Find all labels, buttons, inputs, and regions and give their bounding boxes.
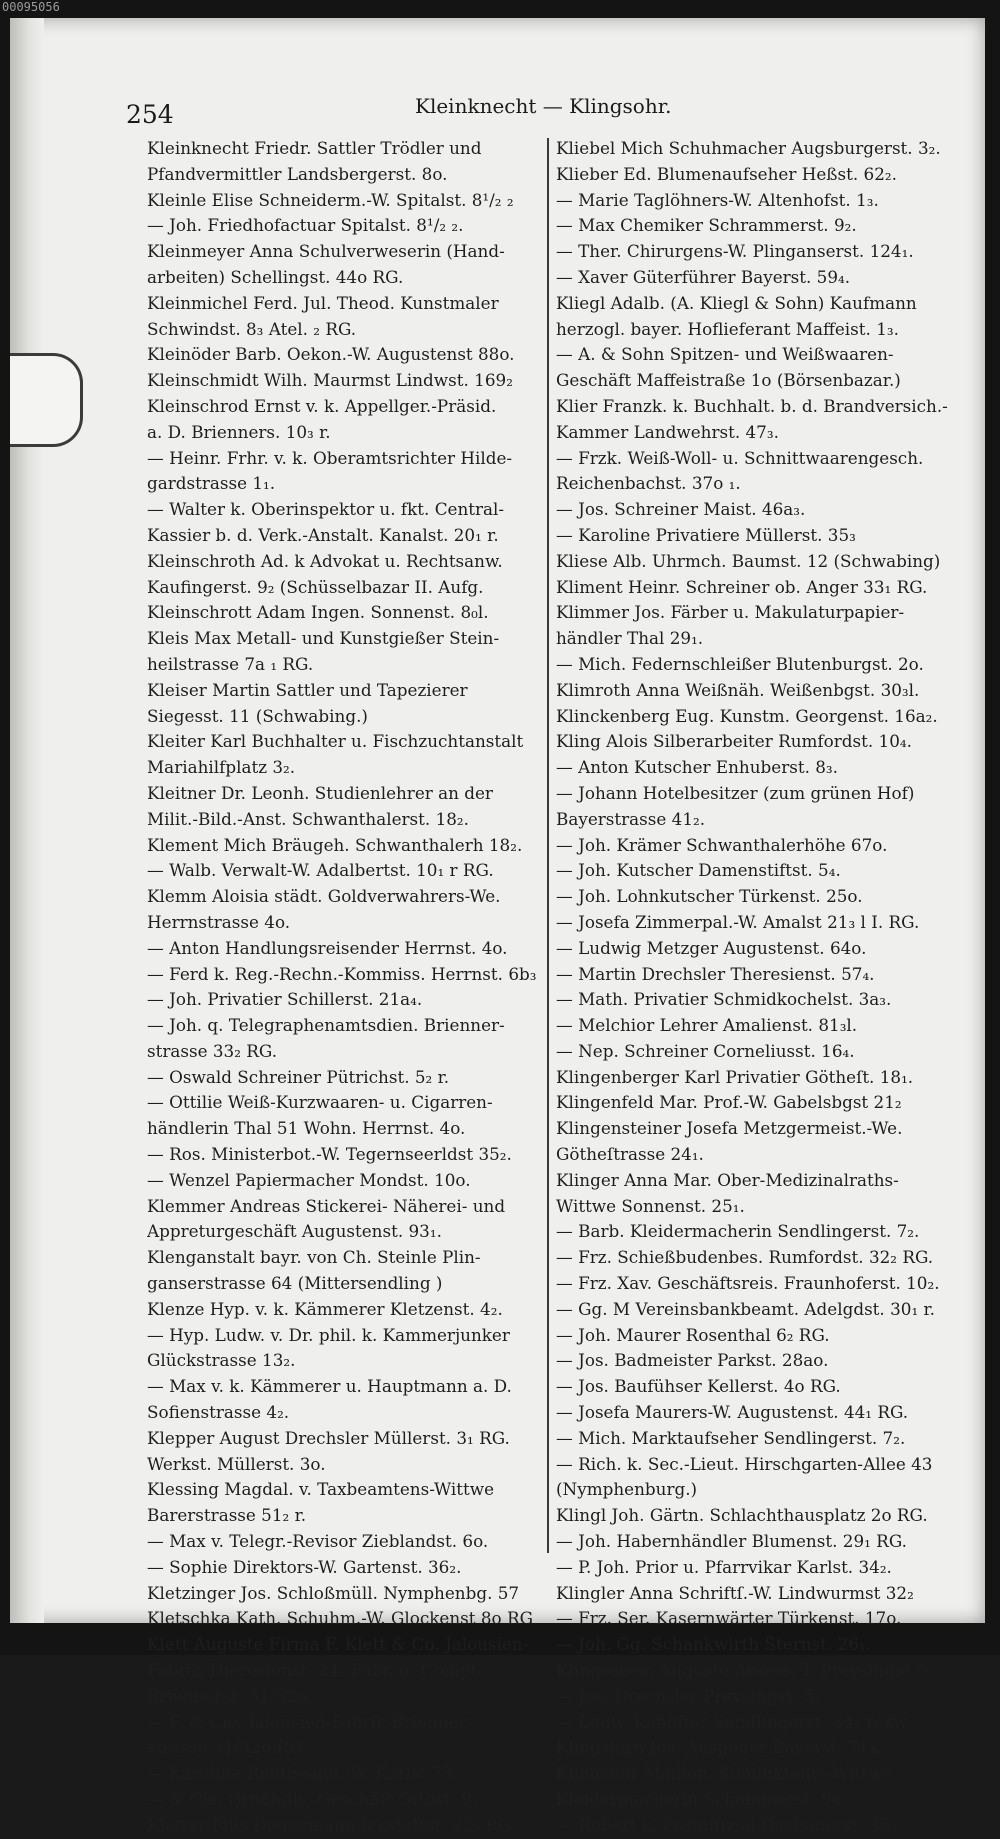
directory-line: — Gg. M Vereinsbankbeamt. Adelgdst. 30₁ r. — [556, 1298, 936, 1319]
directory-line: — Jos. Badmeister Parkst. 28ao. — [556, 1350, 829, 1371]
directory-line: Siegesst. 11 (Schwabing.) — [147, 705, 368, 726]
directory-line: — Joh. Lohnkutscher Türkenst. 25o. — [556, 886, 863, 907]
directory-line: arbeiten) Schellingst. 44o RG. — [147, 266, 404, 287]
directory-line: — Max v. Telegr.-Revisor Zieblandst. 6o. — [147, 1531, 489, 1552]
directory-line: Kletzinger Jos. Schloßmüll. Nymphenbg. 57 — [147, 1582, 520, 1603]
directory-line: Kliegl Adalb. (A. Kliegl & Sohn) Kaufmann — [556, 292, 917, 313]
directory-line: Barerstrasse 51₂ r. — [147, 1505, 307, 1526]
directory-line: Kletter Pius Dienstmann Ickstattst. 22₃ RG. — [147, 1814, 517, 1835]
directory-line: Bayerstrasse 41₂. — [556, 808, 706, 829]
directory-line: Kliment Heinr. Schreiner ob. Anger 33₁ RG. — [556, 576, 928, 597]
directory-line: Klett Auguste Firma F. Klett & Co. Jalousien- — [147, 1634, 529, 1655]
directory-line: Kleinschroth Ad. k Advokat u. Rechtsanw. — [147, 550, 503, 571]
directory-line: — Joh. Krämer Schwanthalerhöhe 67o. — [556, 834, 888, 855]
directory-line: Glückstrasse 13₂. — [147, 1350, 296, 1371]
directory-line: Fabrik Theresienst. 24₃ Fabr. u. Compt. — [147, 1660, 483, 1681]
directory-line: — Math. Privatier Schmidkochelst. 3a₃. — [556, 989, 892, 1010]
page-number: 254 — [126, 100, 174, 129]
running-head: Kleinknecht — Klingsohr. — [415, 94, 672, 118]
directory-line: Klinger Anna Mar. Ober-Medizinalraths- — [556, 1169, 899, 1190]
directory-line: — Jos. Schreiner Maist. 46a₃. — [556, 499, 806, 520]
directory-line: — Sophie Direktors-W. Gartenst. 36₂. — [147, 1556, 462, 1577]
column-divider — [547, 138, 549, 1553]
directory-line: — Ludwig Metzger Augustenst. 64o. — [556, 937, 867, 958]
directory-line: — Josefa Maurers-W. Augustenst. 44₁ RG. — [556, 1402, 909, 1423]
directory-line: Kleiter Karl Buchhalter u. Fischzuchtanstalt — [147, 731, 524, 752]
directory-line: — Ottilie Weiß-Kurzwaaren- u. Cigarren- — [147, 1092, 493, 1113]
directory-line: Kleiser Martin Sattler und Tapezierer — [147, 679, 468, 700]
directory-line: Klingseisen Auguste Assess.-T. Preysingst 5₂ — [556, 1660, 934, 1681]
directory-line: strasse 31/32o RG. — [147, 1737, 308, 1758]
directory-line: herzogl. bayer. Hoflieferant Maffeist. 1₃. — [556, 318, 899, 339]
directory-line: — Jos. Baufühser Kellerst. 4o RG. — [556, 1376, 841, 1397]
directory-line: Götheſtrasse 24₁. — [556, 1144, 704, 1165]
directory-line: — Joh. Kutscher Damenstiftst. 5₄. — [556, 860, 841, 881]
directory-line: — Walb. Verwalt-W. Adalbertst. 10₁ r RG. — [147, 860, 494, 881]
directory-line: — F. & Cie. Jalousien-Fabrik Brienner- — [147, 1711, 473, 1732]
directory-line: — Oswald Schreiner Pütrichst. 5₂ r. — [147, 1066, 450, 1087]
directory-line: — Joh. Maurer Rosenthal 6₂ RG. — [556, 1324, 830, 1345]
left-column — [147, 136, 547, 1839]
directory-line: Kammer Landwehrst. 47₃. — [556, 421, 779, 442]
directory-line: Kletschka Kath. Schuhm.-W. Glockenst 8o RG — [147, 1608, 533, 1629]
directory-line: — Karoline Privatiere Müllerst. 35₃ — [556, 524, 856, 545]
directory-line: — Joh. Gg. Schankwirth Sternst. 26₁. — [556, 1634, 872, 1655]
directory-line: händlerin Thal 51 Wohn. Herrnst. 4o. — [147, 1118, 466, 1139]
directory-line: — Frzk. Weiß-Woll- u. Schnittwaarengesch. — [556, 447, 924, 468]
page-edge — [10, 18, 44, 1623]
directory-line: — Ludw. Konditor Sendlingerst. 34₂ rckw. — [556, 1711, 912, 1732]
directory-line: Kaufingerst. 9₂ (Schüsselbazar II. Aufg. — [147, 576, 484, 597]
directory-line: Briennerst. 31/32o. — [147, 1685, 312, 1706]
book-page — [10, 18, 985, 1835]
directory-line: Klenze Hyp. v. k. Kämmerer Kletzenst. 4₂. — [147, 1298, 503, 1319]
directory-line: Kleinöder Barb. Oekon.-W. Augustenst 88o. — [147, 344, 515, 365]
directory-line: — Joh. q. Telegraphenamtsdien. Brienner- — [147, 1015, 505, 1036]
directory-line: Kleinknecht Friedr. Sattler Trödler und — [147, 138, 482, 158]
directory-line: — Ther. Chirurgens-W. Plinganserst. 124₁. — [556, 241, 914, 262]
directory-line: — P. Joh. Prior u. Pfarrvikar Karlst. 34₂. — [556, 1556, 892, 1577]
directory-line: — Joh. Privatier Schillerst. 21a₄. — [147, 989, 423, 1010]
directory-line: Klingenfeld Mar. Prof.-W. Gabelsbgst 21₂ — [556, 1092, 902, 1113]
directory-line: Werkst. Müllerst. 3o. — [147, 1453, 326, 1474]
directory-line: — Marie Taglöhners-W. Altenhofst. 1₃. — [556, 189, 879, 210]
directory-line: Mariahilfplatz 3₂. — [147, 757, 296, 778]
directory-line: — Jos. Drechsler Preysingst. 5₂. — [556, 1685, 827, 1706]
directory-line: — Robert k. Postoffizial Dachauerst. 35₃. — [556, 1814, 903, 1835]
directory-line: — Walter k. Oberinspektor u. fkt. Central- — [147, 499, 505, 520]
directory-line: Klement Mich Bräugeh. Schwanthalerh 18₂. — [147, 834, 523, 855]
directory-line: Kleinmeyer Anna Schulverweserin (Hand- — [147, 241, 505, 262]
directory-line: — Frz. Ser. Kasernwärter Türkenst. 17o. — [556, 1608, 902, 1629]
directory-line: heilstrasse 7a ₁ RG. — [147, 653, 314, 674]
directory-line: — Johann Hotelbesitzer (zum grünen Hof) — [556, 782, 915, 803]
directory-line: Kling Alois Silberarbeiter Rumfordst. 10₄. — [556, 731, 912, 752]
directory-line: — Frz. Xav. Geschäftsreis. Fraunhoferst. 10₂. — [556, 1273, 940, 1294]
directory-line: — Joh. Friedhofactuar Spitalst. 8¹/₂ ₂. — [147, 215, 464, 236]
directory-line: Klemm Aloisia städt. Goldverwahrers-We. — [147, 886, 501, 907]
directory-line: — Mich. Federnschleißer Blutenburgst. 2o. — [556, 653, 924, 674]
directory-line: Klemmer Andreas Stickerei- Näherei- und — [147, 1195, 506, 1216]
index-tab — [10, 353, 83, 447]
directory-line: — A. & Sohn Spitzen- und Weißwaaren- — [556, 344, 894, 365]
directory-line: Klingensteiner Josefa Metzgermeist.-We. — [556, 1118, 903, 1139]
directory-line: — Xaver Güterführer Bayerst. 59₄. — [556, 266, 851, 287]
directory-line: Appreturgeschäft Augustenst. 93₁. — [147, 1221, 442, 1242]
directory-line: — Nep. Schreiner Corneliusst. 16₄. — [556, 1040, 855, 1061]
directory-line: Schwindst. 8₃ Atel. ₂ RG. — [147, 318, 357, 339]
directory-line: Kleinmichel Ferd. Jul. Theod. Kunstmaler — [147, 292, 499, 313]
directory-line: Klimroth Anna Weißnäh. Weißenbgst. 30₃l. — [556, 679, 920, 700]
directory-line: Klessing Magdal. v. Taxbeamtens-Wittwe — [147, 1479, 495, 1500]
directory-line: Herrnstrasse 4o. — [147, 911, 291, 932]
directory-line: Klenganstalt bayr. von Ch. Steinle Plin- — [147, 1247, 481, 1268]
directory-line: Klingenberger Karl Privatier Götheſt. 18₁. — [556, 1066, 914, 1087]
right-column — [556, 136, 966, 1839]
directory-line: Klepper August Drechsler Müllerst. 3₁ RG. — [147, 1427, 510, 1448]
directory-line: — Rich. k. Sec.-Lieut. Hirschgarten-Allee 43 — [556, 1453, 933, 1474]
directory-line: Klier Franzk. k. Buchhalt. b. d. Brandversich.- — [556, 395, 948, 416]
directory-line: Kliese Alb. Uhrmch. Baumst. 12 (Schwabing) — [556, 550, 941, 571]
directory-line: Kleinschmidt Wilh. Maurmst Lindwst. 169₂ — [147, 370, 513, 391]
directory-line: Pfandvermittler Landsbergerst. 8o. — [147, 163, 448, 184]
directory-line: — Max Chemiker Schrammerst. 9₂. — [556, 215, 857, 236]
directory-line: — Anton Handlungsreisender Herrnst. 4o. — [147, 937, 508, 958]
directory-line: Klingshirn Jos. Ausgeher Bayerst. 71₄. — [556, 1737, 882, 1758]
directory-line: — Max v. k. Kämmerer u. Hauptmann a. D. — [147, 1376, 512, 1397]
directory-line: Kleis Max Metall- und Kunstgießer Stein- — [147, 628, 500, 649]
directory-line: Klingler Anna Schriftſ.-W. Lindwurmst 32₂ — [556, 1582, 914, 1603]
directory-line: — Josefa Zimmerpal.-W. Amalst 21₃ l I. RG. — [556, 911, 920, 932]
directory-line: a. D. Brienners. 10₃ r. — [147, 421, 331, 442]
directory-line: — Ros. Ministerbot.-W. Tegernseerldst 35₂. — [147, 1144, 512, 1165]
directory-line: Klingl Joh. Gärtn. Schlachthausplatz 2o RG. — [556, 1505, 928, 1526]
directory-line: (Nymphenburg.) — [556, 1479, 698, 1500]
directory-line: — Martin Drechsler Theresienst. 57₄. — [556, 963, 875, 984]
directory-line: Milit.-Bild.-Anst. Schwanthalerst. 18₂. — [147, 808, 469, 829]
directory-line: Kliebel Mich Schuhmacher Augsburgerst. 3₂. — [556, 138, 941, 158]
directory-line: — Karoline Rentbeamt.-W. Karlst 75₂. — [147, 1763, 466, 1784]
directory-line: ganserstrasse 64 (Mittersendling ) — [147, 1273, 443, 1294]
directory-line: — & Cie. Großhdls.-Geschäft Ottost. 9. — [147, 1789, 478, 1809]
directory-line: Reichenbachst. 37o ₁. — [556, 473, 741, 494]
directory-line: Klieber Ed. Blumenaufseher Heßst. 62₂. — [556, 163, 897, 184]
directory-line: Geschäft Maffeistraße 1o (Börsenbazar.) — [556, 370, 901, 391]
directory-line: Sofienstrasse 4₂. — [147, 1402, 290, 1423]
directory-line: — Melchior Lehrer Amalienst. 81₃l. — [556, 1015, 858, 1036]
directory-line: — Frz. Schießbudenbes. Rumfordst. 32₂ RG. — [556, 1247, 934, 1268]
directory-line: strasse 33₂ RG. — [147, 1040, 278, 1061]
directory-line: Kleinle Elise Schneiderm.-W. Spitalst. 8¹/₂ ₂ — [147, 189, 514, 210]
directory-line: — Mich. Marktaufseher Sendlingerst. 7₂. — [556, 1427, 906, 1448]
directory-line: — Ferd k. Reg.-Rechn.-Kommiss. Herrnst. 6b₃ — [147, 963, 537, 984]
directory-line: — Joh. Habernhändler Blumenst. 29₁ RG. — [556, 1531, 907, 1552]
directory-line: — Hyp. Ludw. v. Dr. phil. k. Kammerjunker — [147, 1324, 510, 1345]
directory-line: — Anton Kutscher Enhuberst. 8₃. — [556, 757, 838, 778]
directory-line: Kassier b. d. Verk.-Anstalt. Kanalst. 20₁ r. — [147, 524, 499, 545]
directory-line: Klingsohr Madlon. Kondukteurs-Wittwe — [556, 1763, 893, 1784]
directory-line: — Wenzel Papiermacher Mondst. 10o. — [147, 1169, 471, 1190]
directory-line: Wittwe Sonnenst. 25₁. — [556, 1195, 745, 1216]
directory-line: — Barb. Kleidermacherin Sendlingerst. 7₂. — [556, 1221, 920, 1242]
directory-line: händler Thal 29₁. — [556, 628, 704, 649]
directory-line: Kleinschrott Adam Ingen. Sonnenst. 8₀l. — [147, 602, 489, 623]
directory-line: Kleitner Dr. Leonh. Studienlehrer an der — [147, 782, 493, 803]
directory-line: Kleidermacherin Schommerst. 9o. — [556, 1789, 847, 1809]
directory-line: Klimmer Jos. Färber u. Makulaturpapier- — [556, 602, 905, 623]
directory-line: Klinckenberg Eug. Kunstm. Georgenst. 16a₂. — [556, 705, 938, 726]
directory-line: gardstrasse 1₁. — [147, 473, 276, 494]
directory-line: Kleinschrod Ernst v. k. Appellger.-Präsid. — [147, 395, 497, 416]
directory-line: — Heinr. Frhr. v. k. Oberamtsrichter Hilde- — [147, 447, 513, 468]
scan-id: 00095056 — [2, 0, 60, 14]
